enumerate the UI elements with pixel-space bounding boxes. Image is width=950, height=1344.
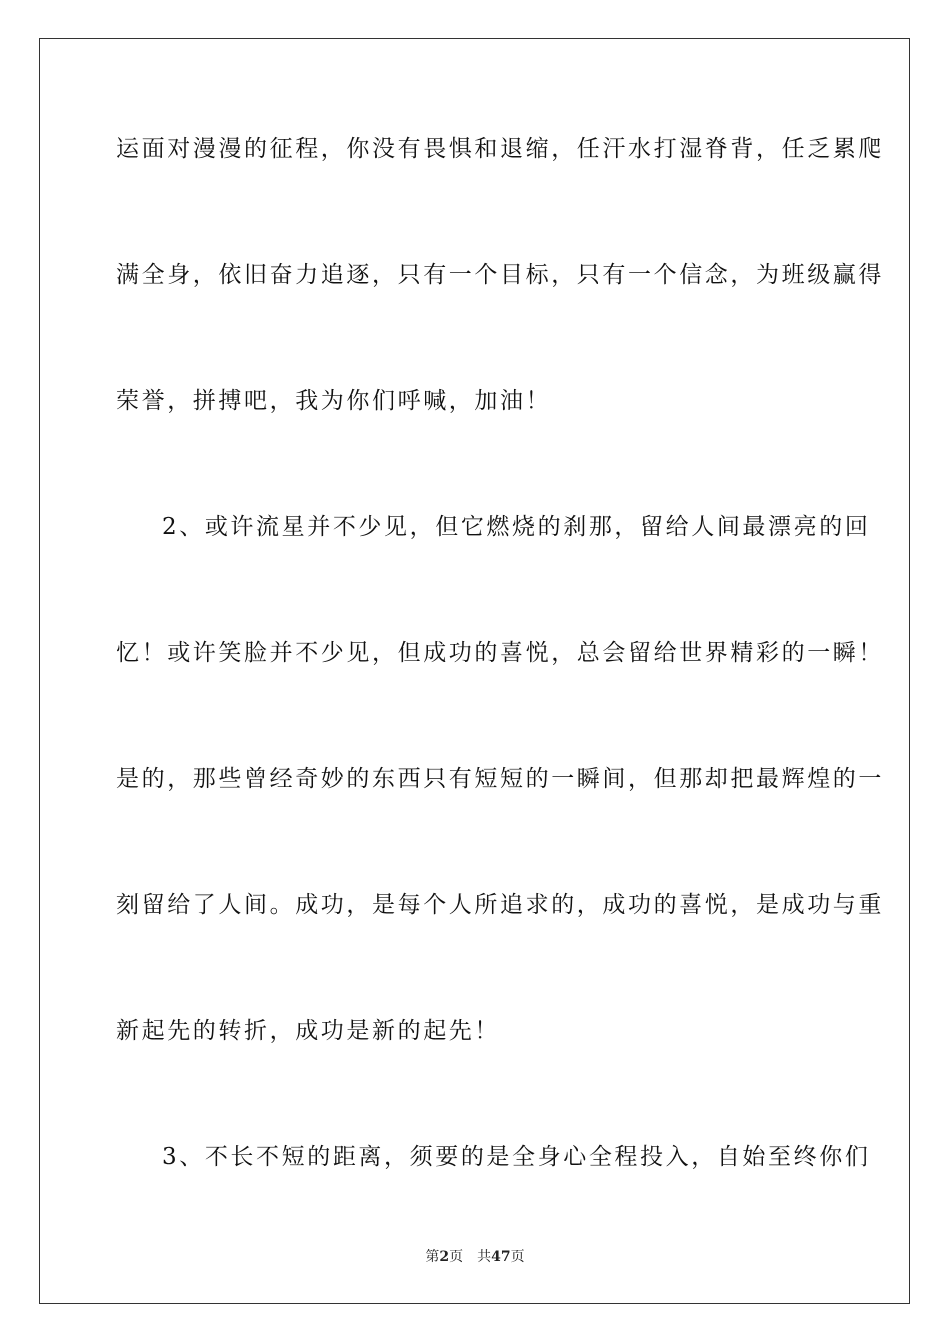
- page-suffix: 页: [449, 1249, 464, 1265]
- body-text-line: 忆！或许笑脸并不少见，但成功的喜悦，总会留给世界精彩的一瞬！: [116, 640, 884, 666]
- page-border: [39, 38, 910, 1304]
- page-footer: [0, 1248, 950, 1266]
- body-text-line: 荣誉，拼搏吧，我为你们呼喊，加油！: [116, 388, 552, 414]
- page-prefix: 第: [425, 1249, 440, 1265]
- body-text-line: 新起先的转折，成功是新的起先！: [116, 1018, 500, 1044]
- total-pages: 47: [491, 1249, 511, 1265]
- body-text-line: 是的，那些曾经奇妙的东西只有短短的一瞬间，但那却把最辉煌的一: [116, 766, 884, 792]
- total-suffix: 页: [510, 1249, 525, 1265]
- paragraph-3-start: 3、不长不短的距离，须要的是全身心全程投入，自始至终你们: [162, 1144, 871, 1170]
- total-prefix: 共: [477, 1249, 492, 1265]
- paragraph-2-start: 2、或许流星并不少见，但它燃烧的刹那，留给人间最漂亮的回: [162, 514, 871, 540]
- page-number: 2: [439, 1249, 450, 1265]
- body-text-line: 满全身，依旧奋力追逐，只有一个目标，只有一个信念，为班级赢得: [116, 262, 884, 288]
- body-text-line: 运面对漫漫的征程，你没有畏惧和退缩，任汗水打湿脊背，任乏累爬: [116, 136, 884, 162]
- body-text-line: 刻留给了人间。成功，是每个人所追求的，成功的喜悦，是成功与重: [116, 892, 884, 918]
